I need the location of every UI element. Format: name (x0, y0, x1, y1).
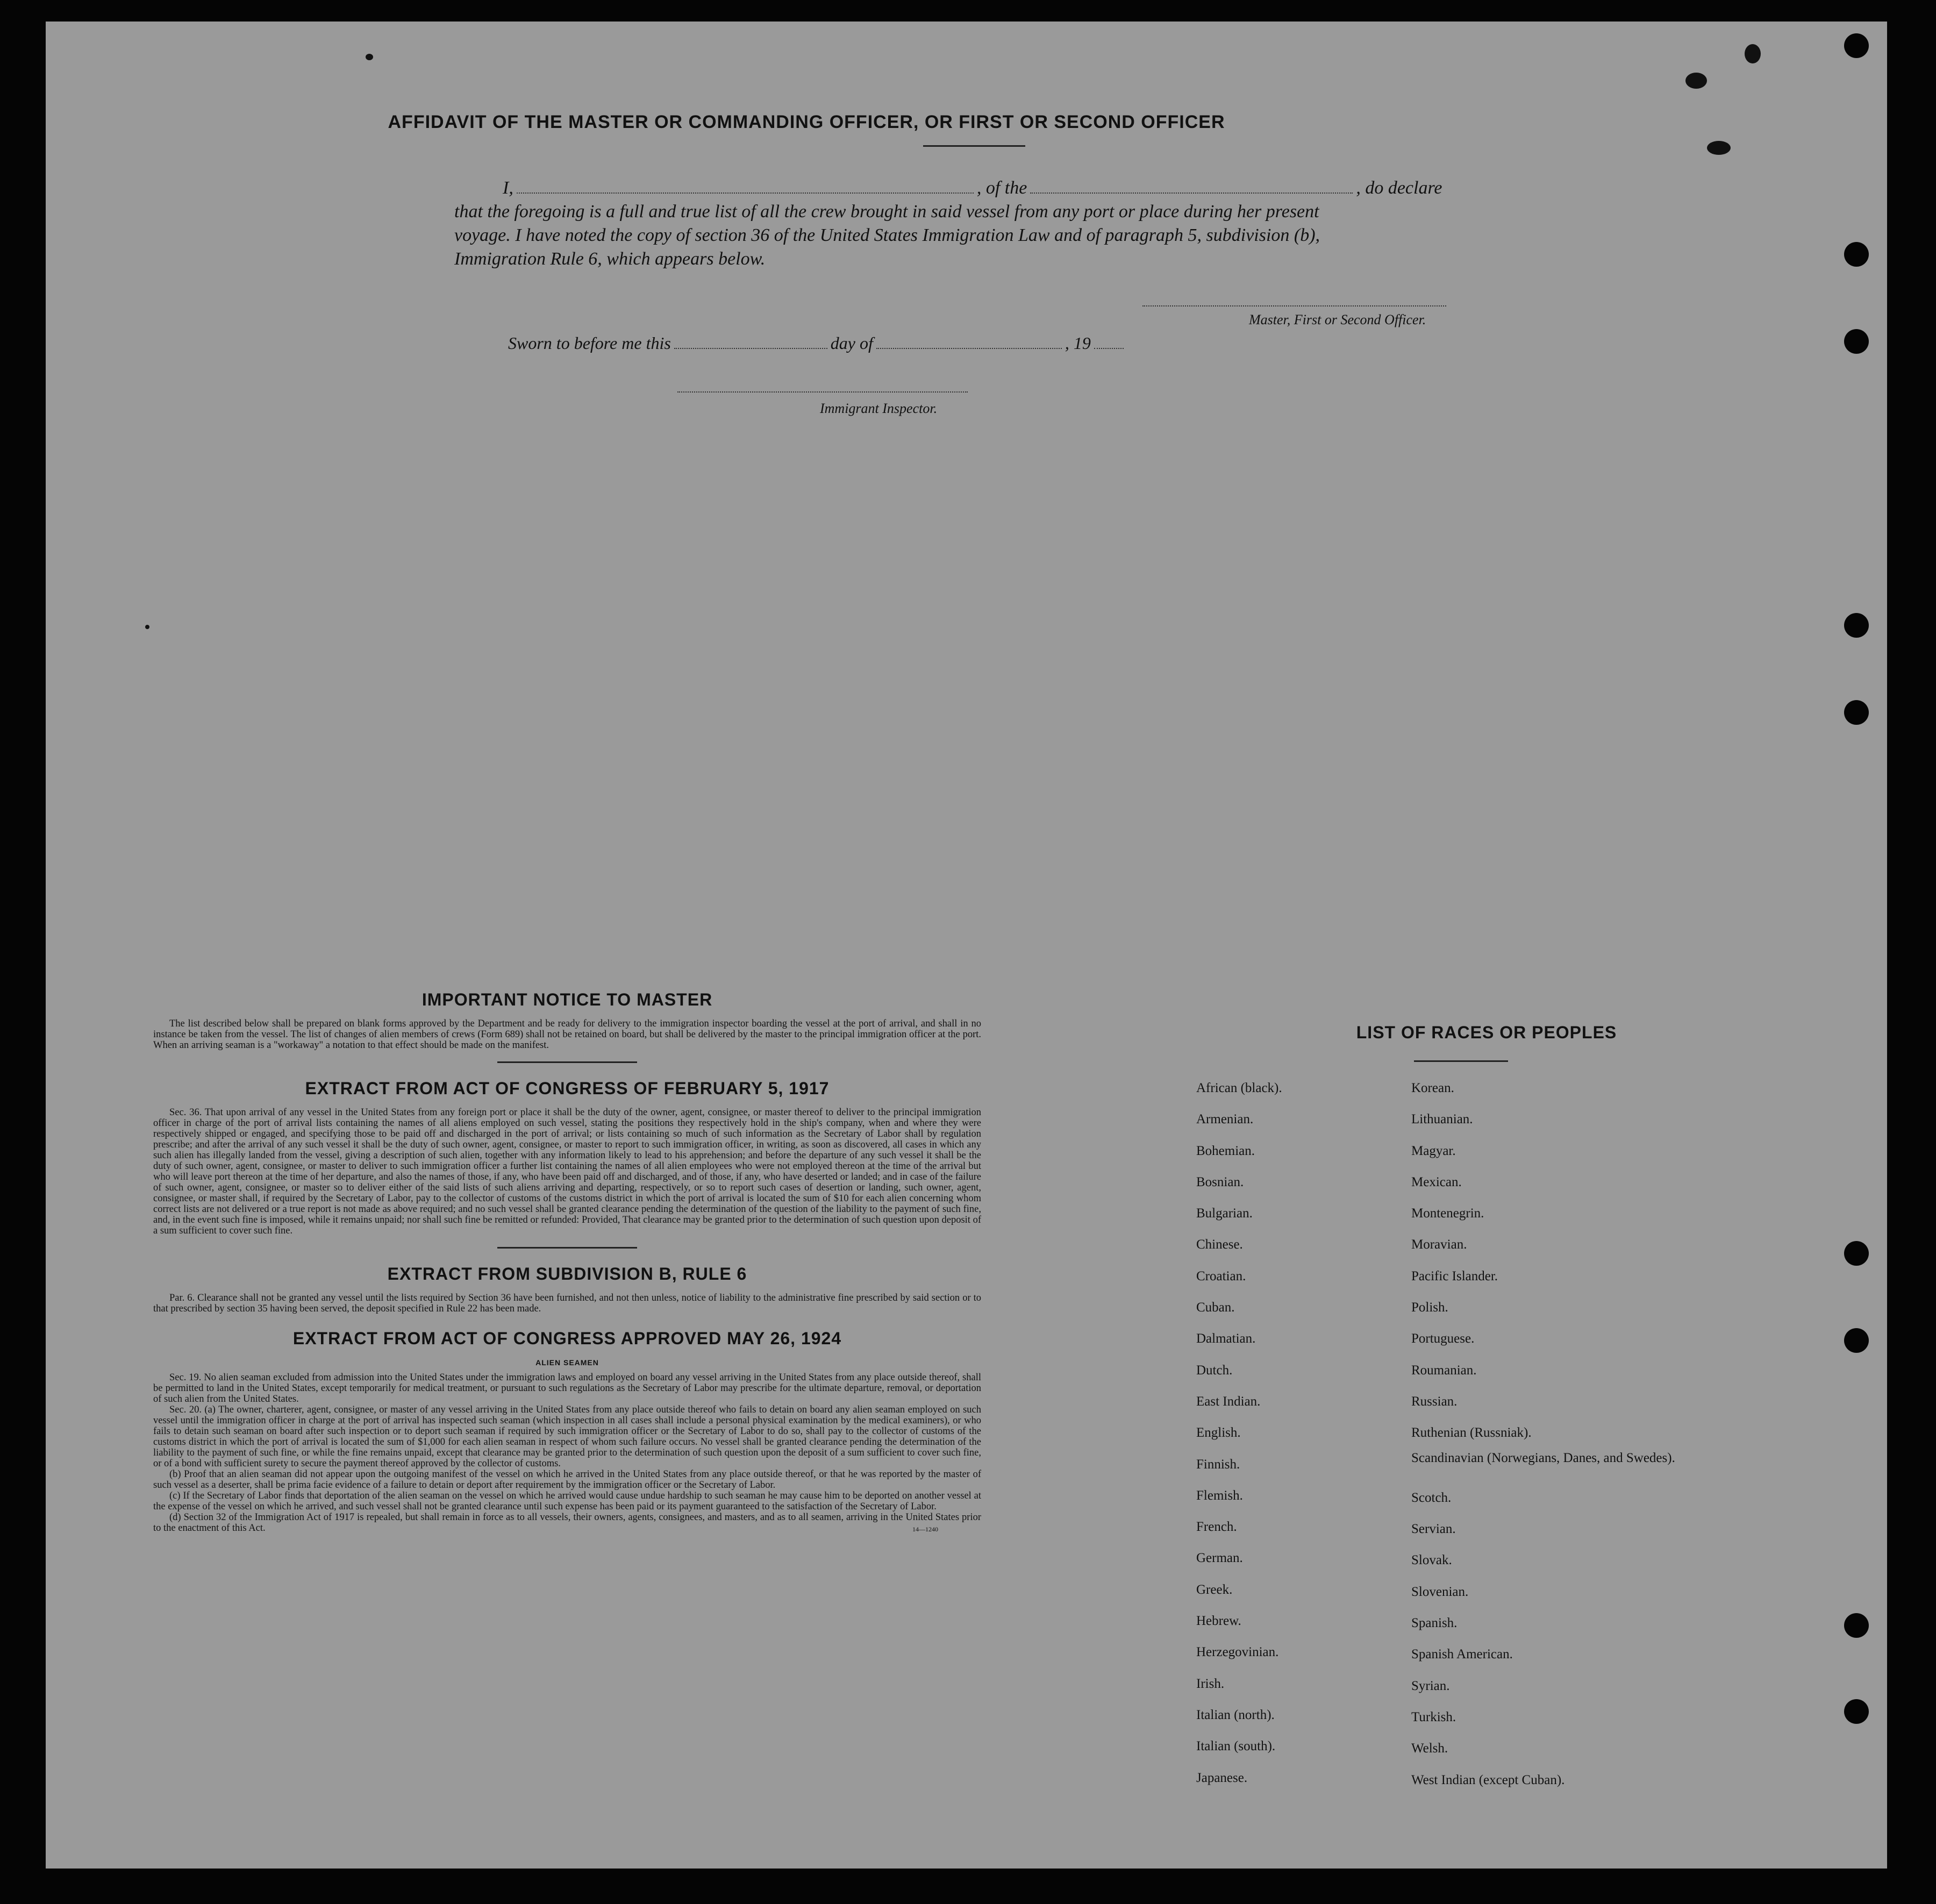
race-item: Lithuanian. (1411, 1112, 1473, 1127)
race-item: Mexican. (1411, 1174, 1462, 1189)
race-item: Irish. (1196, 1676, 1225, 1691)
vessel-blank (1030, 192, 1353, 194)
notice-body: The list described below shall be prepared on blank forms approved by the Department and be ready for delivery to the immigration inspector boarding the vessel at the port of arrival, and shall in no instance be taken from the vessel. The list of changes of alien members of crews (Form 689) shall not be retained on board, but shall be delivered by the master to the principal immigration officer at the port. When an arriving seaman is a "workaway" a notation to that effect should be made on the manifest. (153, 1018, 981, 1051)
i-label: I, (503, 178, 513, 198)
do-declare-label: , do declare (1356, 178, 1442, 198)
extract-1924-title: EXTRACT FROM ACT OF CONGRESS APPROVED MAY 26, 1924 (292, 1329, 842, 1348)
ink-speck (1707, 141, 1731, 155)
extract-1917-title: EXTRACT FROM ACT OF CONGRESS OF FEBRUARY 5, 1917 (305, 1079, 830, 1098)
race-item: Turkish. (1411, 1709, 1456, 1724)
race-item: Portuguese. (1411, 1331, 1475, 1346)
punch-hole (1844, 1613, 1869, 1638)
notice-title: IMPORTANT NOTICE TO MASTER (422, 990, 713, 1009)
race-item: Italian (south). (1196, 1739, 1276, 1754)
sec-19: Sec. 19. No alien seaman excluded from admission into the United States under the immigration laws and employed on board any vessel arriving in the United States from any place outside thereof, shall be permitted to land in the United States, except temporarily for medical treatment, or pursuant to such regulations as the Secretary of Labor may prescribe for the ultimate departure, removal, or deportation of such alien from the United States. (153, 1372, 981, 1404)
race-item: Ruthenian (Russniak). (1411, 1425, 1532, 1441)
punch-hole (1844, 329, 1869, 354)
master-caption: Master, First or Second Officer. (1249, 312, 1426, 327)
punch-hole (1844, 613, 1869, 638)
sworn-prefix: Sworn to before me this (508, 333, 671, 353)
race-item: Roumanian. (1411, 1363, 1477, 1378)
race-item: Herzegovinian. (1196, 1645, 1279, 1660)
race-item: Japanese. (1196, 1770, 1248, 1785)
races-right-column (1411, 1073, 1675, 1796)
divider (497, 1061, 637, 1063)
ink-speck (1745, 44, 1761, 63)
race-item: Servian. (1411, 1522, 1456, 1537)
race-item: Cuban. (1196, 1300, 1235, 1315)
race-item: Dalmatian. (1196, 1331, 1256, 1346)
race-item: Finnish. (1196, 1457, 1240, 1472)
sec-20c: (c) If the Secretary of Labor finds that deportation of the alien seaman on the vessel on which he arrived would cause undue hardship to such seaman he may cause him to be deported on another vessel at the expense of the vessel on which he arrived, and such vessel shall not be granted clearance until such expense has been paid or its payment guaranteed to the satisfaction of the Secretary of Labor. (153, 1491, 981, 1512)
year-prefix: , 19 (1065, 333, 1091, 353)
race-item: East Indian. (1196, 1394, 1261, 1409)
ink-speck (1685, 73, 1707, 89)
divider (923, 145, 1025, 147)
race-item: West Indian (except Cuban). (1411, 1772, 1565, 1787)
race-item: English. (1196, 1425, 1241, 1441)
punch-hole (1844, 1699, 1869, 1724)
race-item: Polish. (1411, 1300, 1448, 1315)
punch-hole (1844, 700, 1869, 725)
sec-20d: (d) Section 32 of the Immigration Act of 1917 is repealed, but shall remain in force as to all vessels, their owners, agents, consignees, and masters, and as to all seamen, arriving in the United States prior to the enactment of this Act. (153, 1512, 981, 1534)
divider (497, 1247, 637, 1249)
race-item: Bosnian. (1196, 1174, 1244, 1189)
year-blank (1094, 347, 1124, 349)
sec-20a: Sec. 20. (a) The owner, charterer, agent, consignee, or master of any vessel arriving in the United States from any place outside thereof who fails to detain on board any alien seaman employed on such vessel until the immigration officer in charge at the port of arrival has inspected such seaman (which inspection in all cases shall include a personal physical examination by the medical examiners), or who fails to detain such seaman on board after such inspection or to deport such seaman if required by such immigration officer or the Secretary of Labor to do so, shall pay to the collector of customs of the customs district in which the port of arrival is located the sum of $1,000 for each alien seaman in respect of whom such failure occurs. No vessel shall be granted clearance pending the determination of the liability to the payment of such fine, or while the fine remains unpaid, except that clearance may be granted prior to the determination of such question upon the deposit of a sum sufficient to cover such fine, or of a bond with sufficient surety to secure the payment thereof approved by the collector of customs. (153, 1404, 981, 1469)
race-item: Moravian. (1411, 1237, 1467, 1252)
sec-20b: (b) Proof that an alien seaman did not appear upon the outgoing manifest of the vessel on which he arrived in the United States from any place outside thereof, or that he was reported by the master of such vessel as a deserter, shall be prima facie evidence of a failure to detain or deport after requirement by the immigration officer or the Secretary of Labor. (153, 1469, 981, 1491)
race-item: Armenian. (1196, 1112, 1254, 1127)
race-item: African (black). (1196, 1081, 1282, 1095)
day-blank (674, 347, 827, 349)
inspector-signature-line (677, 391, 968, 393)
race-item: Italian (north). (1196, 1707, 1275, 1722)
alien-seamen-subtitle: ALIEN SEAMEN (535, 1358, 599, 1367)
race-item: Bulgarian. (1196, 1206, 1253, 1221)
race-item: Montenegrin. (1411, 1206, 1484, 1221)
master-signature-line (1142, 305, 1446, 306)
notice-column (153, 989, 981, 1535)
race-item: Korean. (1411, 1081, 1454, 1095)
ink-speck (145, 625, 149, 629)
race-item: Pacific Islander. (1411, 1268, 1498, 1283)
race-item: Bohemian. (1196, 1143, 1255, 1158)
sworn-line (508, 333, 1127, 353)
race-item: Flemish. (1196, 1488, 1243, 1503)
race-item: Welsh. (1411, 1741, 1448, 1756)
race-item: Croatian. (1196, 1268, 1246, 1283)
race-item: Chinese. (1196, 1237, 1243, 1252)
race-item: Slovak. (1411, 1553, 1452, 1568)
race-item: Dutch. (1196, 1363, 1233, 1378)
races-title: LIST OF RACES OR PEOPLES (1356, 1023, 1617, 1042)
declaration-line-2: that the foregoing is a full and true list of all the crew brought in said vessel from any port or place during her present (454, 202, 1319, 222)
extract-1917-body: Sec. 36. That upon arrival of any vessel in the United States from any foreign port or place it shall be the duty of the owner, agent, consignee, or master thereof to deliver to the principal immigration officer in charge of the port of arrival lists containing the names of all aliens employed on such vessel, stating the positions they respectively hold in the ship's company, when and where they were respectively shipped or engaged, and specifying those to be paid off and discharged in the port of arrival; or lists containing so much of such information as the Secretary of Labor shall by regulation prescribe; and after the arrival of any such vessel it shall be the duty of such owner, agent, consignee, or master to report to such immigration officer, in writing, as soon as discovered, all cases in which any such alien has illegally landed from the vessel, giving a description of such alien, together with any information likely to lead to his apprehension; and before the departure of any such vessel it shall be the duty of such owner, agent, consignee, or master to deliver to such immigration officer a further list containing the names of all alien employees who were not employed thereon at the time of the arrival but who will leave port thereon at the time of her departure, and also the names of those, if any, who have been paid off and discharged, and of those, if any, who have deserted or landed; and in case of the failure of such owner, agent, consignee, or master so to deliver either of the said lists of such aliens arriving and departing, respectively, or so to report such cases of desertion or landing, such owner, agent, consignee, or master shall, if required by the Secretary of Labor, pay to the collector of customs of the customs district in which the port of arrival is located the sum of $10 for each alien concerning whom correct lists are not delivered or a true report is not made as above required; and no such vessel shall be granted clearance pending the determination of the question of the liability to the payment of such fine, and, in the event such fine is imposed, while it remains unpaid; nor shall such fine be remitted or refunded: Provided, That clearance may be granted prior to the determination of such question upon deposit of a sum sufficient to cover such fine. (153, 1107, 981, 1236)
declaration-line-3: voyage. I have noted the copy of section 36 of the United States Immigration Law and of paragraph 5, subdivision (b), (454, 225, 1320, 245)
race-item: Spanish American. (1411, 1647, 1513, 1662)
declaration-line-4: Immigration Rule 6, which appears below. (454, 249, 766, 269)
race-item: Hebrew. (1196, 1614, 1241, 1629)
race-item: Slovenian. (1411, 1584, 1469, 1599)
form-number: 14—1240 (912, 1525, 938, 1533)
document-sheet (46, 22, 1887, 1869)
day-of-label: day of (830, 333, 873, 353)
punch-hole (1844, 33, 1869, 58)
race-item: German. (1196, 1551, 1243, 1566)
race-item: Syrian. (1411, 1678, 1450, 1693)
declaration-text (454, 176, 1556, 271)
race-item: Greek. (1196, 1582, 1233, 1597)
extract-rule6-title: EXTRACT FROM SUBDIVISION B, RULE 6 (387, 1264, 747, 1283)
inspector-caption: Immigrant Inspector. (820, 401, 938, 416)
divider (1414, 1060, 1508, 1062)
affidavit-title: AFFIDAVIT OF THE MASTER OR COMMANDING OFFICER, OR FIRST OR SECOND OFFICER (388, 112, 1225, 132)
races-left-column (1196, 1073, 1282, 1794)
extract-rule6-body: Par. 6. Clearance shall not be granted any vessel until the lists required by Section 36 have been furnished, and not then unless, notice of liability to the administrative fine prescribed by said section or to that prescribed by section 35 having been served, the deposit specified in Rule 22 has been made. (153, 1293, 981, 1314)
punch-hole (1844, 1241, 1869, 1266)
race-item: French. (1196, 1520, 1237, 1535)
race-item: Scotch. (1411, 1490, 1452, 1505)
name-blank (517, 192, 974, 194)
punch-hole (1844, 242, 1869, 267)
race-item: Scandinavian (Norwegians, Danes, and Swedes). (1411, 1450, 1675, 1465)
punch-hole (1844, 1328, 1869, 1353)
month-blank (876, 347, 1062, 349)
race-item: Spanish. (1411, 1616, 1458, 1631)
race-item: Magyar. (1411, 1143, 1456, 1158)
race-item: Russian. (1411, 1394, 1458, 1409)
ink-speck (366, 54, 373, 60)
of-the-label: , of the (976, 178, 1027, 198)
